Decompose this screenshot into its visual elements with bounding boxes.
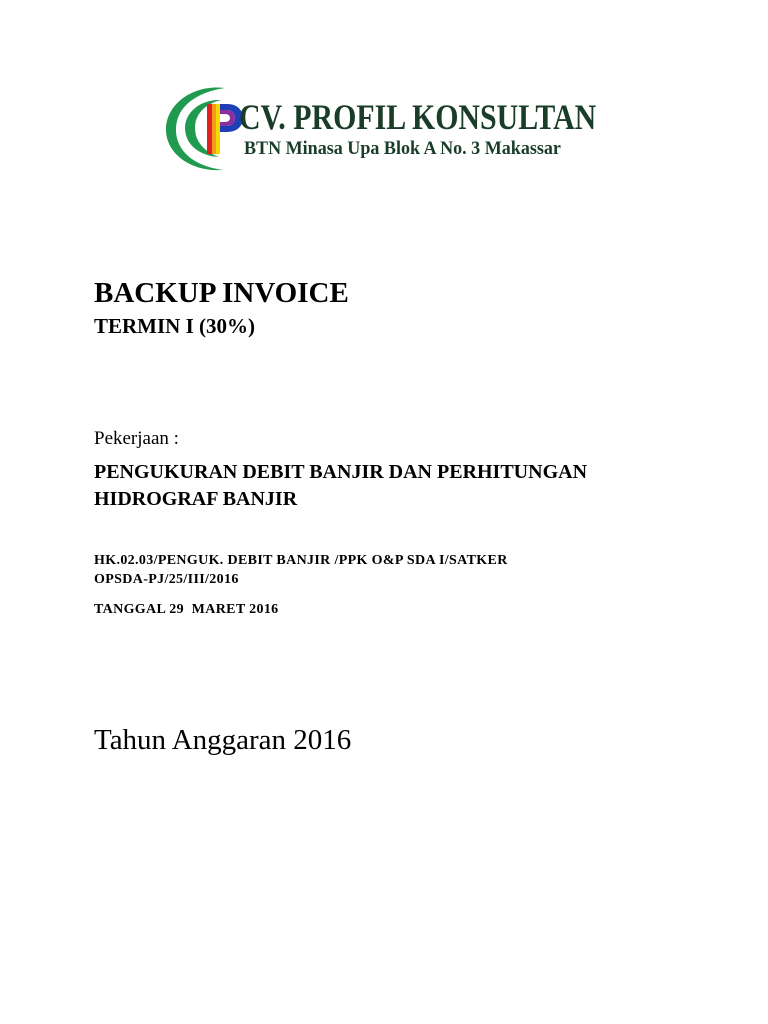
work-label: Pekerjaan : — [94, 428, 179, 449]
contract-number-line: HK.02.03/PENGUK. DEBIT BANJIR /PPK O&P SDA I/SATKER — [94, 553, 508, 568]
work-title-line: PENGUKURAN DEBIT BANJIR DAN PERHITUNGAN — [94, 461, 588, 483]
contract-number-line: OPSDA-PJ/25/III/2016 — [94, 572, 239, 587]
logo-p-stem-red — [207, 104, 212, 154]
logo-p-bowl-inner — [220, 110, 235, 126]
document-title: BACKUP INVOICE — [94, 277, 349, 309]
company-logo — [163, 82, 608, 174]
company-address: BTN Minasa Upa Blok A No. 3 Makassar — [244, 138, 561, 159]
company-name: CV. PROFIL KONSULTAN — [239, 97, 597, 137]
fiscal-year: Tahun Anggaran 2016 — [94, 724, 352, 756]
document-subtitle: TERMIN I (30%) — [94, 314, 255, 338]
contract-number — [94, 551, 694, 589]
logo-p-stem-yellow — [216, 104, 220, 154]
work-title-line: HIDROGRAF BANJIR — [94, 488, 298, 510]
contract-date: TANGGAL 29 MARET 2016 — [94, 602, 279, 617]
work-title — [94, 459, 694, 513]
logo-p-stem-orange — [212, 104, 216, 154]
